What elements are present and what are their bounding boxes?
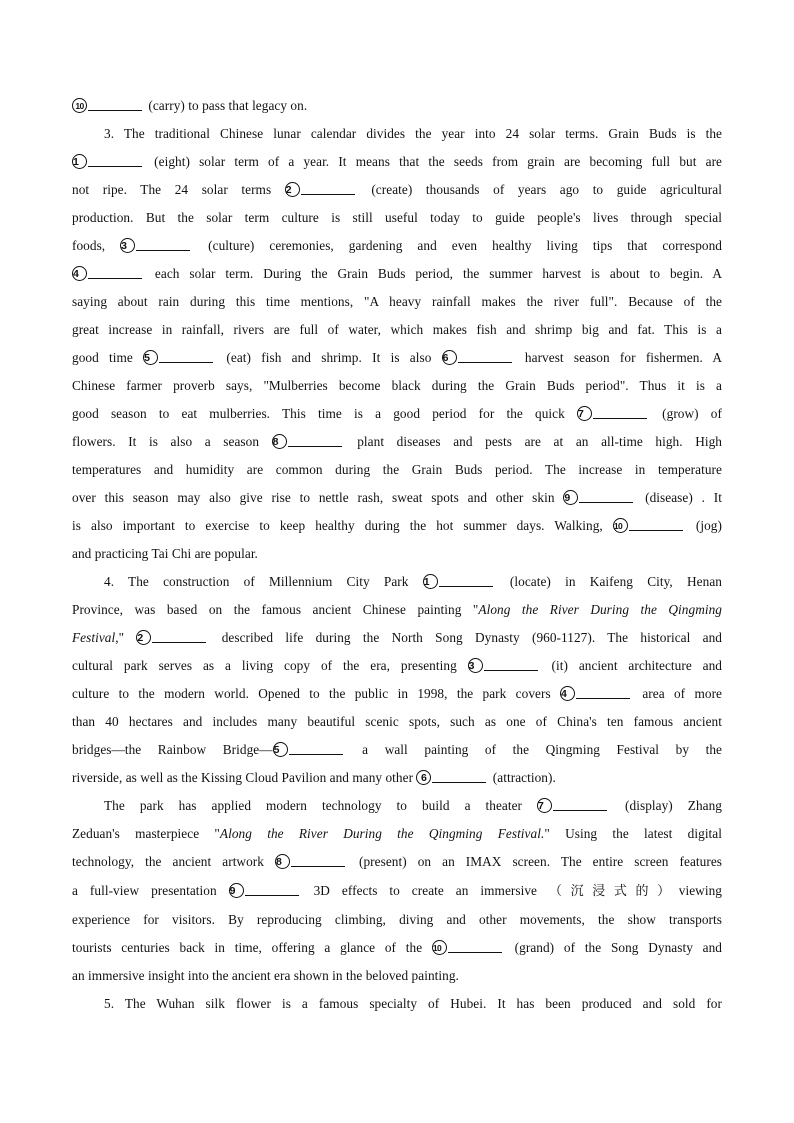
line-text: great increase in rainfall, rivers are full of water, which makes fish and shrimp big and fat. This is a	[72, 322, 722, 337]
text-line	[72, 152, 722, 172]
line-text: is also important to exercise to keep healthy during the hot summer days. Walking,	[72, 518, 613, 533]
line-text: a full-view presentation	[72, 883, 229, 898]
line-text: temperatures and humidity are common during the Grain Buds period. The increase in temperature	[72, 462, 722, 477]
text-line	[72, 852, 722, 872]
question-number: 1	[72, 154, 87, 169]
question-number: 9	[229, 883, 244, 898]
question-number: 4	[72, 266, 87, 281]
line-text: Chinese farmer proverb says, "Mulberries become black during the Grain Buds period". Thus it is a	[72, 378, 722, 393]
text-line	[72, 544, 722, 564]
text-line	[72, 768, 722, 788]
line-text: plant diseases and pests are at an all-time high. High	[344, 434, 722, 449]
line-text: bridges—the Rainbow Bridge—	[72, 742, 273, 757]
answer-blank[interactable]	[593, 405, 647, 419]
answer-blank[interactable]	[88, 153, 142, 167]
line-text: (locate) in Kaifeng City, Henan	[495, 574, 722, 589]
line-text: area of more	[633, 686, 723, 701]
line-text: (it) ancient architecture and	[540, 658, 722, 673]
question-number: 7	[577, 406, 592, 421]
line-text: 4. The construction of Millennium City Park	[104, 574, 423, 589]
question-number: 5	[273, 742, 288, 757]
question-number: 1	[423, 574, 438, 589]
line-text: (disease) . It	[636, 490, 722, 505]
line-text: (culture) ceremonies, gardening and even healthy living tips that correspond	[193, 238, 722, 253]
question-number: 10	[432, 940, 447, 955]
line-text: harvest season for fishermen. A	[514, 350, 722, 365]
text-line	[72, 910, 722, 930]
line-text: 3. The traditional Chinese lunar calendar divides the year into 24 solar terms. Grain Buds is the	[104, 126, 722, 141]
italic-title: Along the River During the Qingming Festival.	[219, 826, 545, 841]
line-text: an immersive insight into the ancient era shown in the beloved painting.	[72, 968, 459, 983]
text-line	[72, 208, 722, 228]
text-line	[72, 966, 722, 986]
line-text: and practicing Tai Chi are popular.	[72, 546, 258, 561]
line-text: (display) Zhang	[610, 798, 722, 813]
line-text: (carry) to pass that legacy on.	[145, 98, 308, 113]
line-text: (eight) solar term of a year. It means that the seeds from grain are becoming full but are	[145, 154, 722, 169]
line-text: not ripe. The 24 solar terms	[72, 182, 285, 197]
line-text: saying about rain during this time mentions, "A heavy rainfall makes the river full". Because of the	[72, 294, 722, 309]
text-line	[72, 460, 722, 480]
line-text: described life during the North Song Dynasty (960-1127). The historical and	[209, 630, 722, 645]
line-text: viewing	[678, 883, 722, 898]
line-text: Zeduan's masterpiece "	[72, 826, 220, 841]
question-number: 6	[442, 350, 457, 365]
line-text: (attraction).	[489, 770, 556, 785]
answer-blank[interactable]	[484, 657, 538, 671]
text-line	[72, 656, 722, 676]
answer-blank[interactable]	[439, 573, 493, 587]
text-line	[72, 264, 722, 284]
text-line	[72, 348, 722, 368]
answer-blank[interactable]	[629, 517, 683, 531]
line-text: (jog)	[685, 518, 722, 533]
line-text: (create) thousands of years ago to guide agricultural	[357, 182, 722, 197]
chinese-gloss: （沉浸式的）	[548, 884, 679, 899]
line-text: good season to eat mulberries. This time is a good period for the quick	[72, 406, 577, 421]
line-text: technology, the ancient artwork	[72, 854, 275, 869]
line-text: culture to the modern world. Opened to the public in 1998, the park covers	[72, 686, 561, 701]
answer-blank[interactable]	[301, 181, 355, 195]
text-line	[72, 628, 722, 648]
question-number: 9	[563, 490, 578, 505]
answer-blank[interactable]	[448, 939, 502, 953]
line-text: experience for visitors. By reproducing climbing, diving and other movements, the show transports	[72, 912, 722, 927]
text-line	[72, 432, 722, 452]
answer-blank[interactable]	[88, 265, 142, 279]
question-number: 4	[560, 686, 575, 701]
line-text: (grand) of the Song Dynasty and	[504, 940, 723, 955]
question-number: 6	[416, 770, 431, 785]
line-text: 5. The Wuhan silk flower is a famous specialty of Hubei. It has been produced and sold for	[104, 996, 722, 1011]
text-line	[72, 516, 722, 536]
text-line	[72, 404, 722, 424]
question-number: 10	[613, 518, 628, 533]
question-number: 7	[537, 798, 552, 813]
line-text: each solar term. During the Grain Buds period, the summer harvest is about to begin. A	[145, 266, 722, 281]
line-text: good time	[72, 350, 144, 365]
text-line	[104, 994, 722, 1014]
question-number: 3	[120, 238, 135, 253]
italic-title: Along the River During the Qingming	[478, 602, 722, 617]
question-number: 5	[143, 350, 158, 365]
text-line	[72, 684, 722, 704]
text-line	[72, 320, 722, 340]
answer-blank[interactable]	[432, 769, 486, 783]
line-text: tourists centuries back in time, offering a glance of the	[72, 940, 432, 955]
answer-blank[interactable]	[152, 629, 206, 643]
text-line	[72, 600, 722, 620]
line-text: flowers. It is also a season	[72, 434, 272, 449]
answer-blank[interactable]	[579, 489, 633, 503]
question-number: 2	[136, 630, 151, 645]
answer-blank[interactable]	[553, 797, 607, 811]
text-line	[104, 124, 722, 144]
question-number: 8	[275, 854, 290, 869]
text-line	[72, 824, 722, 844]
answer-blank[interactable]	[289, 741, 343, 755]
answer-blank[interactable]	[291, 853, 345, 867]
line-text: (eat) fish and shrimp. It is also	[216, 350, 442, 365]
text-line	[72, 712, 722, 732]
line-text: ,"	[115, 630, 137, 645]
line-text: foods,	[72, 238, 121, 253]
answer-blank[interactable]	[245, 882, 299, 896]
line-text: (present) on an IMAX screen. The entire screen features	[347, 854, 722, 869]
text-line	[72, 488, 722, 508]
answer-blank[interactable]	[136, 237, 190, 251]
text-line	[72, 881, 722, 901]
question-number: 2	[285, 182, 300, 197]
line-text: Province, was based on the famous ancient Chinese painting "	[72, 602, 479, 617]
line-text: production. But the solar term culture is still useful today to guide people's lives through special	[72, 210, 722, 225]
line-text: cultural park serves as a living copy of the era, presenting	[72, 658, 468, 673]
line-text: than 40 hectares and includes many beautiful scenic spots, such as one of China's ten famous ancient	[72, 714, 722, 729]
text-line	[72, 376, 722, 396]
line-text: a wall painting of the Qingming Festival by the	[345, 742, 722, 757]
answer-blank[interactable]	[159, 349, 213, 363]
line-text: 3D effects to create an immersive	[301, 883, 549, 898]
text-line	[72, 180, 722, 200]
question-number: 3	[468, 658, 483, 673]
answer-blank[interactable]	[288, 433, 342, 447]
italic-title: Festival	[72, 630, 116, 645]
text-line	[104, 572, 722, 592]
text-line	[72, 292, 722, 312]
text-line	[104, 796, 722, 816]
line-text: " Using the latest digital	[544, 826, 723, 841]
question-number: 10	[72, 98, 87, 113]
text-line	[72, 236, 722, 256]
answer-blank[interactable]	[88, 97, 142, 111]
line-text: riverside, as well as the Kissing Cloud Pavilion and many other	[72, 770, 417, 785]
line-text: over this season may also give rise to nettle rash, sweat spots and other skin	[72, 490, 564, 505]
text-line	[72, 96, 722, 116]
question-number: 8	[272, 434, 287, 449]
line-text: The park has applied modern technology to build a theater	[104, 798, 538, 813]
answer-blank[interactable]	[576, 685, 630, 699]
text-line	[72, 740, 722, 760]
answer-blank[interactable]	[458, 349, 512, 363]
line-text: (grow) of	[649, 406, 722, 421]
text-line	[72, 938, 722, 958]
